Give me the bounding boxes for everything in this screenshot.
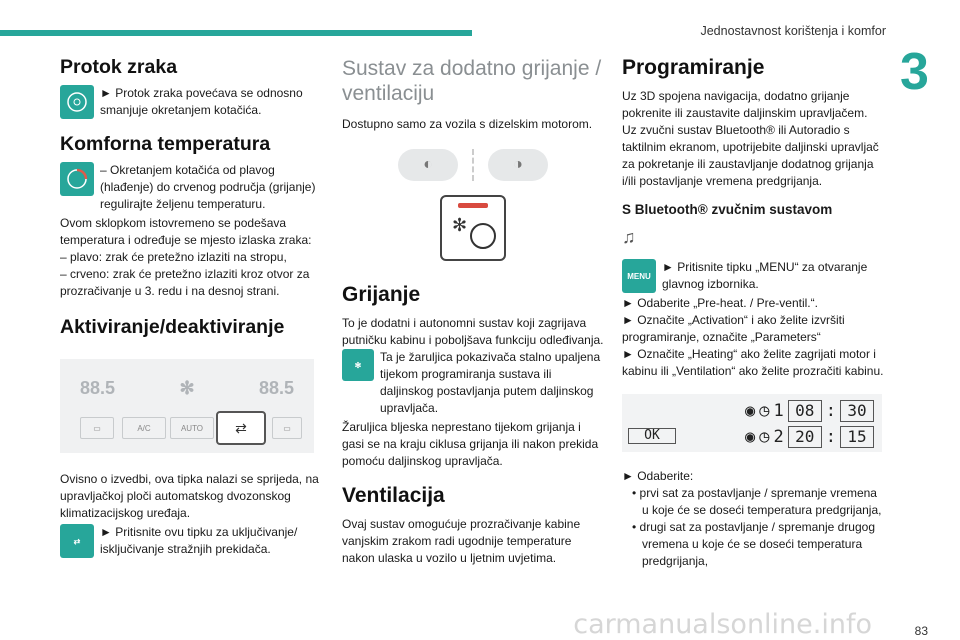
comfort-row: [60, 162, 322, 213]
timer-2-hour: 20: [788, 426, 822, 448]
heater-clock-icon: [470, 223, 496, 249]
rhd-steering-wheel-icon: ◑: [488, 149, 548, 181]
select-title: ► Odaberite:: [622, 469, 694, 483]
column-middle: [342, 56, 604, 567]
panel-rear-defrost-button: ▭: [272, 417, 302, 439]
aux-heater-button-illustration: [440, 195, 506, 261]
column-left: [60, 56, 322, 560]
timer-1-row: ◉ ◷ 1 08 : 30: [745, 400, 874, 422]
temperature-dial-icon: [60, 162, 94, 196]
section-title-bluetooth: S Bluetooth® zvučnim sustavom: [622, 202, 833, 217]
chapter-title: Jednostavnost korištenja i komfor: [700, 24, 886, 38]
section-title-airflow: Protok zraka: [60, 56, 178, 78]
step-4: ► Označite „Heating“ ako želite zagrijati motor i kabinu ili „Ventilation“ ako želite prozračiti kabinu.: [622, 347, 884, 378]
radio-selected-icon: ◉: [745, 401, 756, 421]
panel-fan-icon: ✻: [179, 377, 195, 398]
heating-text-3: Žaruljica bljeska neprestano tijekom grijanja i gasi se na kraju ciklusa grijanja ili nakon prekida pomoću daljinskog upravljača.: [342, 420, 599, 468]
heating-indicator-text: Ta je žaruljica pokazivača stalno upaljena tijekom programiranja sustava ili daljinskog postavljanja putem daljinskog upravljača.: [380, 350, 601, 415]
activation-step: ► Pritisnite ovu tipku za uključivanje/ isključivanje stražnjih prekidača.: [100, 525, 298, 556]
clock-icon: ◷: [759, 427, 770, 447]
section-title-activation: Aktiviranje/deaktiviranje: [60, 316, 285, 338]
step-1: ► Pritisnite tipku „MENU“ za otvaranje glavnog izbornika.: [662, 260, 868, 291]
timer-1-index: 1: [773, 401, 784, 421]
section-title-programming: Programiranje: [622, 56, 765, 79]
comfort-para-3: – plavo: zrak će pretežno izlaziti na stropu,: [60, 250, 287, 264]
step-2: ► Odaberite „Pre-heat. / Pre-ventil.“.: [622, 296, 818, 310]
bullet-1: • prvi sat za postavljanje / spremanje vremena u koje će se doseći temperatura predgrijanja,: [632, 486, 882, 517]
page-number: 83: [914, 624, 928, 638]
climate-panel-illustration: [60, 359, 314, 453]
menu-button-icon: MENU: [622, 259, 656, 293]
ventilation-text: Ovaj sustav omogućuje prozračivanje kabine vanjskim zrakom radi ugodnije temperature nakon ulaska u vozilo u ljetnim uvjetima.: [342, 517, 581, 565]
illustration-divider: [472, 149, 474, 181]
section-title-aux-heating: Sustav za dodatno grijanje / ventilaciju: [342, 57, 602, 105]
chapter-number: 3: [900, 43, 929, 101]
programming-intro: Uz 3D spojena navigacija, dodatno grijanje pokrenite ili zaustavite daljinskim upravljačem.: [622, 89, 868, 120]
screen-ok-button: OK: [628, 428, 676, 444]
bullet-2: • drugi sat za postavljanje / spremanje drugog vremena u koje će se doseći temperatura predgrijanja,: [632, 520, 876, 568]
heater-indicator-icon: ✻: [342, 349, 374, 381]
comfort-para-2: Ovom sklopkom istovremeno se podešava temperatura i određuje se mjesto izlaska zraka:: [60, 216, 312, 247]
panel-ac-button: A/C: [122, 417, 166, 439]
heating-indicator-row: [342, 349, 604, 417]
airflow-text: ► Protok zraka povećava se odnosno smanjuje okretanjem kotačića.: [100, 86, 303, 117]
panel-defrost-button: ▭: [80, 417, 114, 439]
timer-1-hour: 08: [788, 400, 822, 422]
panel-auto-button: AUTO: [170, 417, 214, 439]
activation-row: [60, 524, 322, 558]
panel-display-right: 88.5: [258, 377, 294, 398]
panel-display-left: 88.5: [80, 377, 116, 398]
fan-dial-icon: [60, 85, 94, 119]
panel-display-row: [80, 377, 294, 399]
column-right: [622, 56, 884, 570]
rear-controls-button-highlight: ⇄: [216, 411, 266, 445]
timer-2-row: ◉ ◷ 2 20 : 15: [745, 426, 874, 448]
timer-2-index: 2: [773, 427, 784, 447]
steering-illustration: [342, 149, 604, 181]
rear-controls-icon: ⇄: [60, 524, 94, 558]
timer-screen-illustration: [622, 394, 882, 452]
menu-step-row: [622, 259, 884, 293]
airflow-row: [60, 85, 322, 119]
heater-fan-icon: ✻: [452, 215, 468, 235]
watermark: carmanualsonline.info: [573, 609, 872, 640]
programming-intro-2: Uz zvučni sustav Bluetooth® ili Autoradio s taktilnim ekranom, upotrijebite daljinski upravljač za pokretanje ili zaustavljanje dodatnog grijanja i/ili postavljanje vremena predgrijanja.: [622, 123, 879, 188]
heating-text: To je dodatni i autonomni sustav koji zagrijava putničku kabinu i poboljšava funkciju odleđivanja.: [342, 316, 604, 347]
audio-system-icon: ♫: [622, 227, 636, 247]
timer-1-minute: 30: [840, 400, 874, 422]
header-accent-bar: [0, 30, 472, 36]
section-title-ventilation: Ventilacija: [342, 484, 445, 507]
heater-indicator-light: [458, 203, 488, 208]
radio-selected-icon: ◉: [745, 427, 756, 447]
timer-2-minute: 15: [840, 426, 874, 448]
step-3: ► Označite „Activation“ i ako želite izvršiti programiranje, označite „Parameters“: [622, 313, 845, 344]
comfort-para-4: – crveno: zrak će pretežno izlaziti kroz otvor za prozračivanje u 3. redu i na desnoj strani.: [60, 267, 310, 298]
activation-text: Ovisno o izvedbi, ova tipka nalazi se sprijeda, na upravljačkoj ploči automatskog dvozonskog klimatizacijskog uređaja.: [60, 472, 319, 520]
comfort-text: – Okretanjem kotačića od plavog (hlađenje) do crvenog područja (grijanje) regulirajte željenu temperaturu.: [100, 163, 316, 211]
aux-intro: Dostupno samo za vozila s dizelskim motorom.: [342, 117, 593, 131]
section-title-comfort-temp: Komforna temperatura: [60, 133, 271, 155]
clock-icon: ◷: [759, 401, 770, 421]
lhd-steering-wheel-icon: ◐: [398, 149, 458, 181]
section-title-heating: Grijanje: [342, 283, 421, 306]
